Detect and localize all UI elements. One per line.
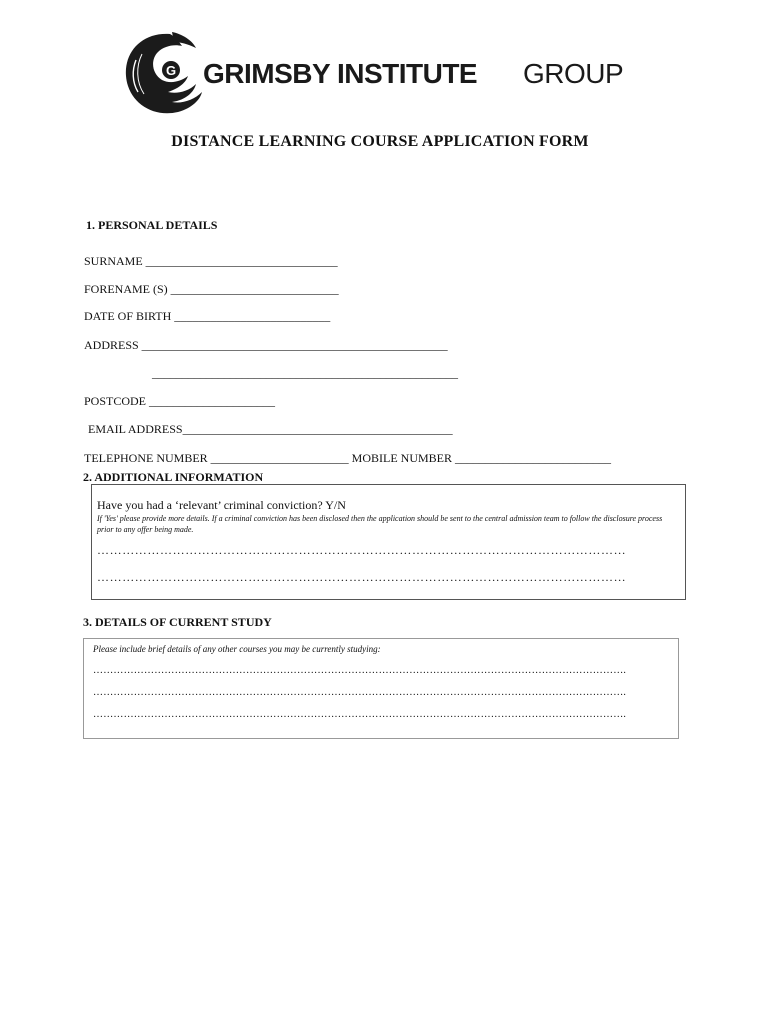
current-study-prompt: Please include brief details of any other courses you may be currently studying: [93,644,381,654]
section-additional-information-heading: 2. ADDITIONAL INFORMATION [83,470,264,484]
conviction-details-line-2[interactable]: ……………………………………………………………………………………………………………… [97,570,627,584]
date-of-birth-field[interactable]: DATE OF BIRTH __________________________ [84,309,331,323]
address-field-line-1[interactable]: ADDRESS ___________________________________________________ [84,338,448,352]
current-study-line-1[interactable]: …………………………………………………………………………………………………………………………………………. [93,665,627,676]
current-study-line-2[interactable]: …………………………………………………………………………………………………………………………………………. [93,687,627,698]
logo-name-bold: GRIMSBY INSTITUTE [203,58,478,89]
logo-name-light: GROUP [523,58,624,89]
conviction-details-line-1[interactable]: ……………………………………………………………………………………………………………… [97,543,627,557]
current-study-line-3[interactable]: …………………………………………………………………………………………………………………………………………. [93,709,627,720]
form-title: DISTANCE LEARNING COURSE APPLICATION FORM [171,133,589,150]
forename-field[interactable]: FORENAME (S) ____________________________ [84,282,339,296]
section-personal-details-heading: 1. PERSONAL DETAILS [86,218,218,232]
conviction-disclosure-note: If 'Yes' please provide more details. If a criminal conviction has been disclosed then the application should be sent to the central admission team to follow the disclosure process prior to any offer being made. [97,514,663,534]
surname-field[interactable]: SURNAME ________________________________ [84,254,338,268]
telephone-mobile-fields[interactable]: TELEPHONE NUMBER _______________________ MOBILE NUMBER __________________________ [84,451,611,465]
email-address-field[interactable]: EMAIL ADDRESS_____________________________________________ [88,422,453,436]
section-current-study-heading: 3. DETAILS OF CURRENT STUDY [83,615,272,629]
postcode-field[interactable]: POSTCODE _____________________ [84,394,276,408]
criminal-conviction-question: Have you had a ‘relevant’ criminal conviction? Y/N [97,498,346,512]
institute-logo-mark [122,30,204,116]
logo-letter: G [165,63,177,78]
address-field-line-2[interactable]: ___________________________________________________ [152,366,458,380]
